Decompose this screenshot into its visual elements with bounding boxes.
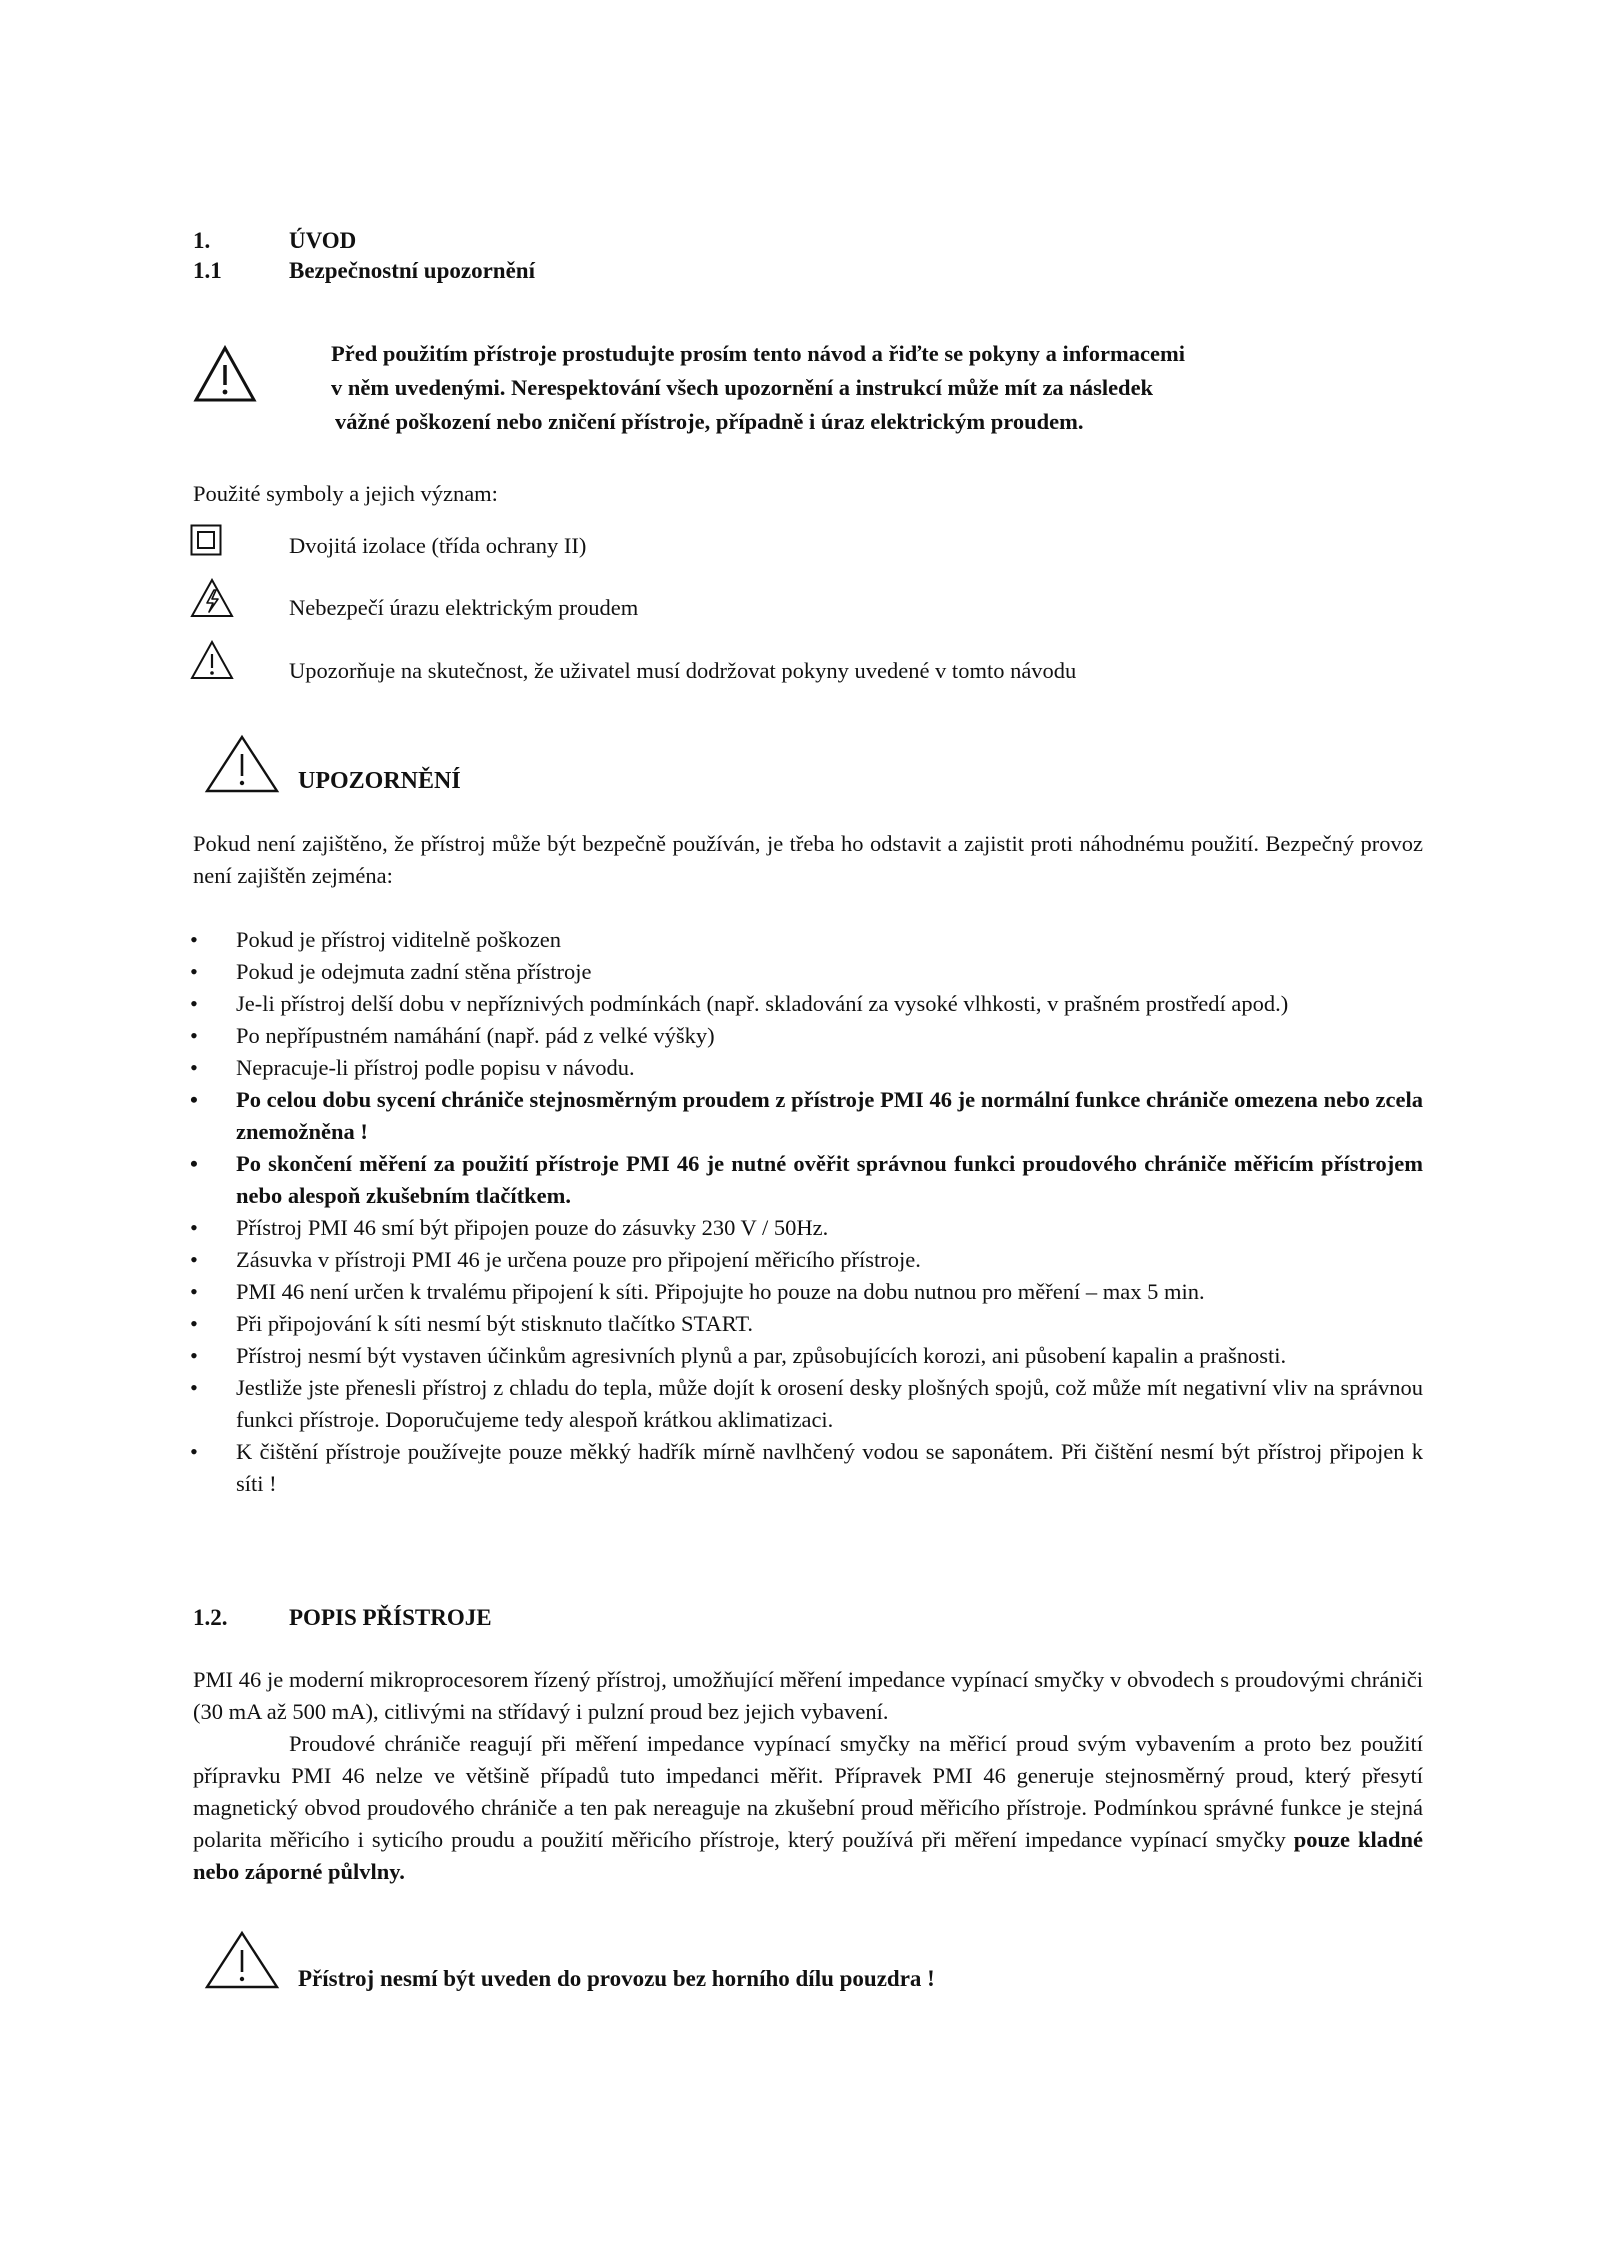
- list-item-text: Pokud je přístroj viditelně poškozen: [236, 927, 561, 952]
- bullet-marker: •: [190, 1151, 198, 1176]
- bullet-marker: •: [190, 927, 198, 952]
- symbol-label-electric-shock: Nebezpečí úrazu elektrickým proudem: [289, 595, 639, 620]
- list-item-text: Zásuvka v přístroji PMI 46 je určena pouze pro připojení měřicího přístroje.: [236, 1247, 921, 1272]
- list-item: [190, 1372, 1423, 1436]
- list-item-text: Po nepřípustném namáhání (např. pád z velké výšky): [236, 1023, 715, 1048]
- list-item-text: PMI 46 není určen k trvalému připojení k síti. Připojujte ho pouze na dobu nutnou pro měření – max 5 min.: [236, 1279, 1205, 1304]
- symbol-label-caution: Upozorňuje na skutečnost, že uživatel musí dodržovat pokyny uvedené v tomto návodu: [289, 658, 1077, 683]
- list-item: [190, 1276, 1423, 1308]
- list-item: [190, 988, 1423, 1020]
- symbol-label-double-insulation: Dvojitá izolace (třída ochrany II): [289, 533, 587, 558]
- bullet-marker: •: [190, 1215, 198, 1240]
- caution-icon: [190, 640, 234, 680]
- bullet-marker: •: [190, 1055, 198, 1080]
- list-item: [190, 1148, 1423, 1212]
- list-item: [190, 1340, 1423, 1372]
- list-item-text: Nepracuje-li přístroj podle popisu v návodu.: [236, 1055, 635, 1080]
- bullet-marker: •: [190, 1023, 198, 1048]
- warning-triangle-icon: [204, 1930, 280, 1990]
- section-title-safety: Bezpečnostní upozornění: [289, 258, 535, 283]
- warning-triangle-icon: [193, 345, 257, 403]
- list-item: [190, 924, 1423, 956]
- bullet-marker: •: [190, 1087, 198, 1112]
- electric-shock-warning-icon: [190, 578, 234, 618]
- list-item: [190, 1212, 1423, 1244]
- list-item: [190, 1052, 1423, 1084]
- list-item-text: Po skončení měření za použití přístroje PMI 46 je nutné ověřit správnou funkci proudového chrániče měřicím přístrojem nebo alespoň zkušebním tlačítkem.: [236, 1151, 1423, 1208]
- section-title-device-description: POPIS PŘÍSTROJE: [289, 1605, 492, 1630]
- symbols-heading: Použité symboly a jejich význam:: [193, 481, 498, 506]
- list-item: [190, 1308, 1423, 1340]
- bullet-marker: •: [190, 1375, 198, 1400]
- bullet-marker: •: [190, 1247, 198, 1272]
- list-item: [190, 956, 1423, 988]
- warning-paragraph: Pokud není zajištěno, že přístroj může být bezpečně používán, je třeba ho odstavit a zajistit proti náhodnému použití. Bezpečný provoz není zajištěn zejména:: [193, 831, 1423, 888]
- bullet-marker: •: [190, 1343, 198, 1368]
- list-item-text: Po celou dobu sycení chrániče stejnosměrným proudem z přístroje PMI 46 je normální funkce chrániče omezena nebo zcela znemožněna !: [236, 1087, 1423, 1144]
- list-item-text: Přístroj PMI 46 smí být připojen pouze do zásuvky 230 V / 50Hz.: [236, 1215, 829, 1240]
- warning-conditions-list: [190, 924, 1423, 1500]
- list-item: [190, 1244, 1423, 1276]
- list-item: [190, 1020, 1423, 1052]
- list-item: [190, 1436, 1423, 1500]
- bullet-marker: •: [190, 1279, 198, 1304]
- list-item-text: Přístroj nesmí být vystaven účinkům agresivních plynů a par, způsobujících korozi, ani působení kapalin a prašnosti.: [236, 1343, 1287, 1368]
- section-number-1: 1.: [193, 228, 211, 253]
- description-paragraph-1: PMI 46 je moderní mikroprocesorem řízený přístroj, umožňující měření impedance vypínací smyčky v obvodech s proudovými chrániči (30 mA až 500 mA), citlivými na střídavý i pulzní proud bez jejich vybavení.: [193, 1667, 1423, 1724]
- description-paragraph-2-text: Proudové chrániče reagují při měření impedance vypínací smyčky na měřicí proud svým vybavením a proto bez použití přípravku PMI 46 nelze ve většině případů tuto impedanci měřit. Přípravek PMI 46 generuje stejnosměrný proud, který přesytí magnetický obvod proudového chrániče a ten pak nereaguje na zkušební proud měřicího přístroje. Podmínkou správné funkce je stejná polarita měřicího i syticího proudu a použití měřicího přístroje, který používá při měření impedance vypínací smyčky: [193, 1731, 1423, 1852]
- list-item-text: Jestliže jste přenesli přístroj z chladu do tepla, může dojít k orosení desky plošných spojů, což může mít negativní vliv na správnou funkci přístroje. Doporučujeme tedy alespoň krátkou aklimatizaci.: [236, 1375, 1423, 1432]
- description-paragraph-2-bold: pouze kladné nebo záporné půlvlny.: [193, 1827, 1424, 1884]
- list-item-text: Je-li přístroj delší dobu v nepříznivých podmínkách (např. skladování za vysoké vlhkosti, v prašném prostředí apod.): [236, 991, 1289, 1016]
- bullet-marker: •: [190, 959, 198, 984]
- list-item-text: K čištění přístroje používejte pouze měkký hadřík mírně navlhčený vodou se saponátem. Při čištění nesmí být přístroj připojen k síti !: [236, 1439, 1423, 1496]
- intro-warning-text: [331, 337, 1411, 439]
- intro-warning-line: vážné poškození nebo zničení přístroje, případně i úraz elektrickým proudem.: [335, 409, 1084, 434]
- final-warning-text: Přístroj nesmí být uveden do provozu bez horního dílu pouzdra !: [298, 1966, 935, 1991]
- description-paragraph-2: [193, 1728, 1423, 1888]
- list-item: [190, 1084, 1423, 1148]
- warning-title: UPOZORNĚNÍ: [298, 768, 461, 794]
- section-number-1-2: 1.2.: [193, 1605, 228, 1630]
- bullet-marker: •: [190, 1439, 198, 1464]
- intro-warning-line: Před použitím přístroje prostudujte prosím tento návod a řiďte se pokyny a informacemi: [331, 341, 1185, 366]
- section-number-1-1: 1.1: [193, 258, 222, 283]
- double-insulation-icon: [190, 524, 222, 556]
- warning-triangle-icon: [204, 734, 280, 794]
- section-title-uvod: ÚVOD: [289, 228, 357, 253]
- bullet-marker: •: [190, 1311, 198, 1336]
- list-item-text: Pokud je odejmuta zadní stěna přístroje: [236, 959, 592, 984]
- bullet-marker: •: [190, 991, 198, 1016]
- list-item-text: Při připojování k síti nesmí být stisknuto tlačítko START.: [236, 1311, 754, 1336]
- intro-warning-line: v něm uvedenými. Nerespektování všech upozornění a instrukcí může mít za následek: [331, 375, 1154, 400]
